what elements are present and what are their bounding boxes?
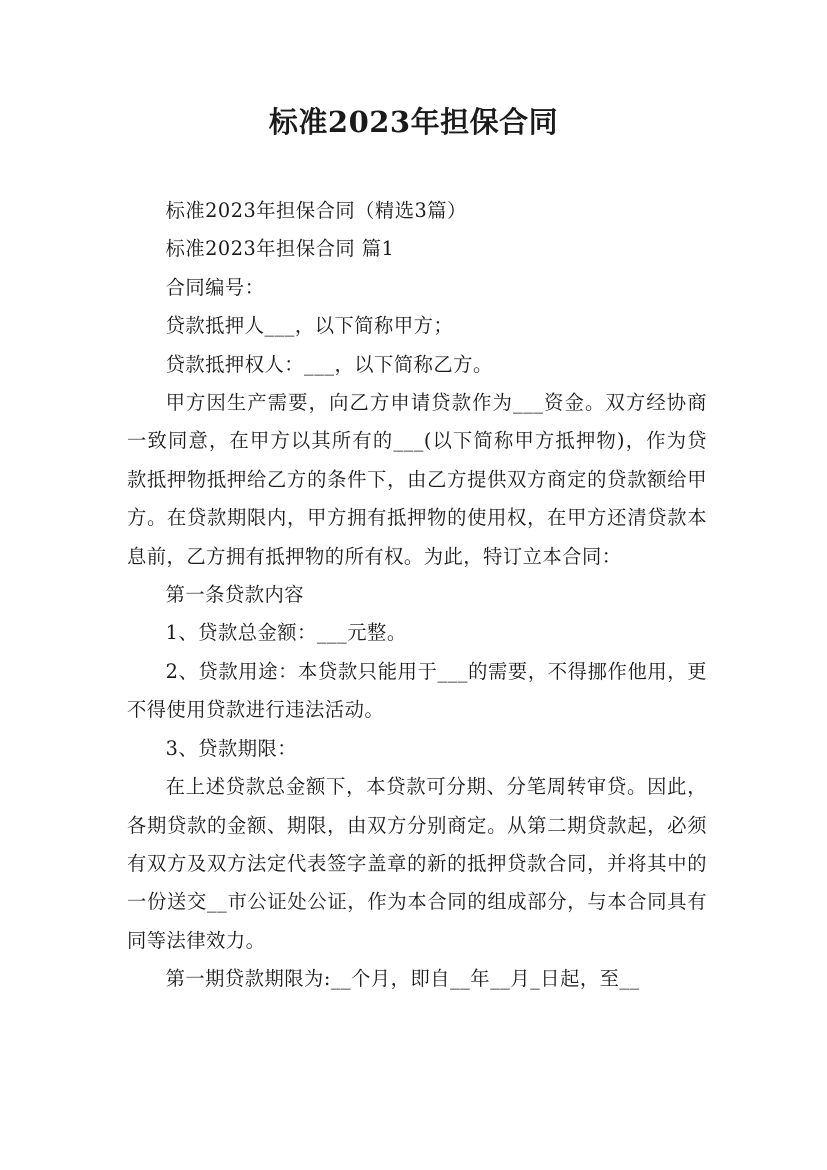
paragraph-loan-amount: 1、贷款总金额：___元整。: [165, 621, 407, 645]
document-title: 标准2023年担保合同: [268, 105, 559, 139]
paragraph-subtitle: 标准2023年担保合同（精选3篇）: [165, 199, 467, 222]
document-body: [127, 192, 707, 999]
paragraph-loan-term-heading: 3、贷款期限：: [165, 736, 298, 760]
paragraph-loan-term-detail: 在上述贷款总金额下，本贷款可分期、分笔周转审贷。因此，各期贷款的金额、期限，由双方分别商定。从第二期贷款起，必须有双方及双方法定代表签字盖章的新的抵押贷款合同，并将其中的一份送交__市公证处公证，作为本合同的组成部分，与本合同具有同等法律效力。: [127, 775, 707, 952]
paragraph-contract-number: 合同编号：: [165, 275, 265, 299]
paragraph-preamble: 甲方因生产需要，向乙方申请贷款作为___资金。双方经协商一致同意，在甲方以其所有的___(以下简称甲方抵押物)，作为贷款抵押物抵押给乙方的条件下，由乙方提供双方商定的贷款额给甲方。在贷款期限内，甲方拥有抵押物的使用权，在甲方还清贷款本息前，乙方拥有抵押物的所有权。为此，特订立本合同：: [127, 391, 707, 568]
paragraph-mortgagor: 贷款抵押人___，以下简称甲方；: [165, 314, 454, 338]
paragraph-article-one: 第一条贷款内容: [165, 583, 305, 607]
paragraph-first-period: 第一期贷款期限为:__个月，即自__年__月_日起，至__: [165, 967, 640, 991]
paragraph-loan-purpose: 2、贷款用途：本贷款只能用于___的需要，不得挪作他用，更不得使用贷款进行违法活动。: [127, 659, 707, 722]
paragraph-mortgagee: 贷款抵押权人：___，以下简称乙方。: [165, 352, 493, 376]
paragraph-section-heading: 标准2023年担保合同 篇1: [165, 237, 395, 261]
